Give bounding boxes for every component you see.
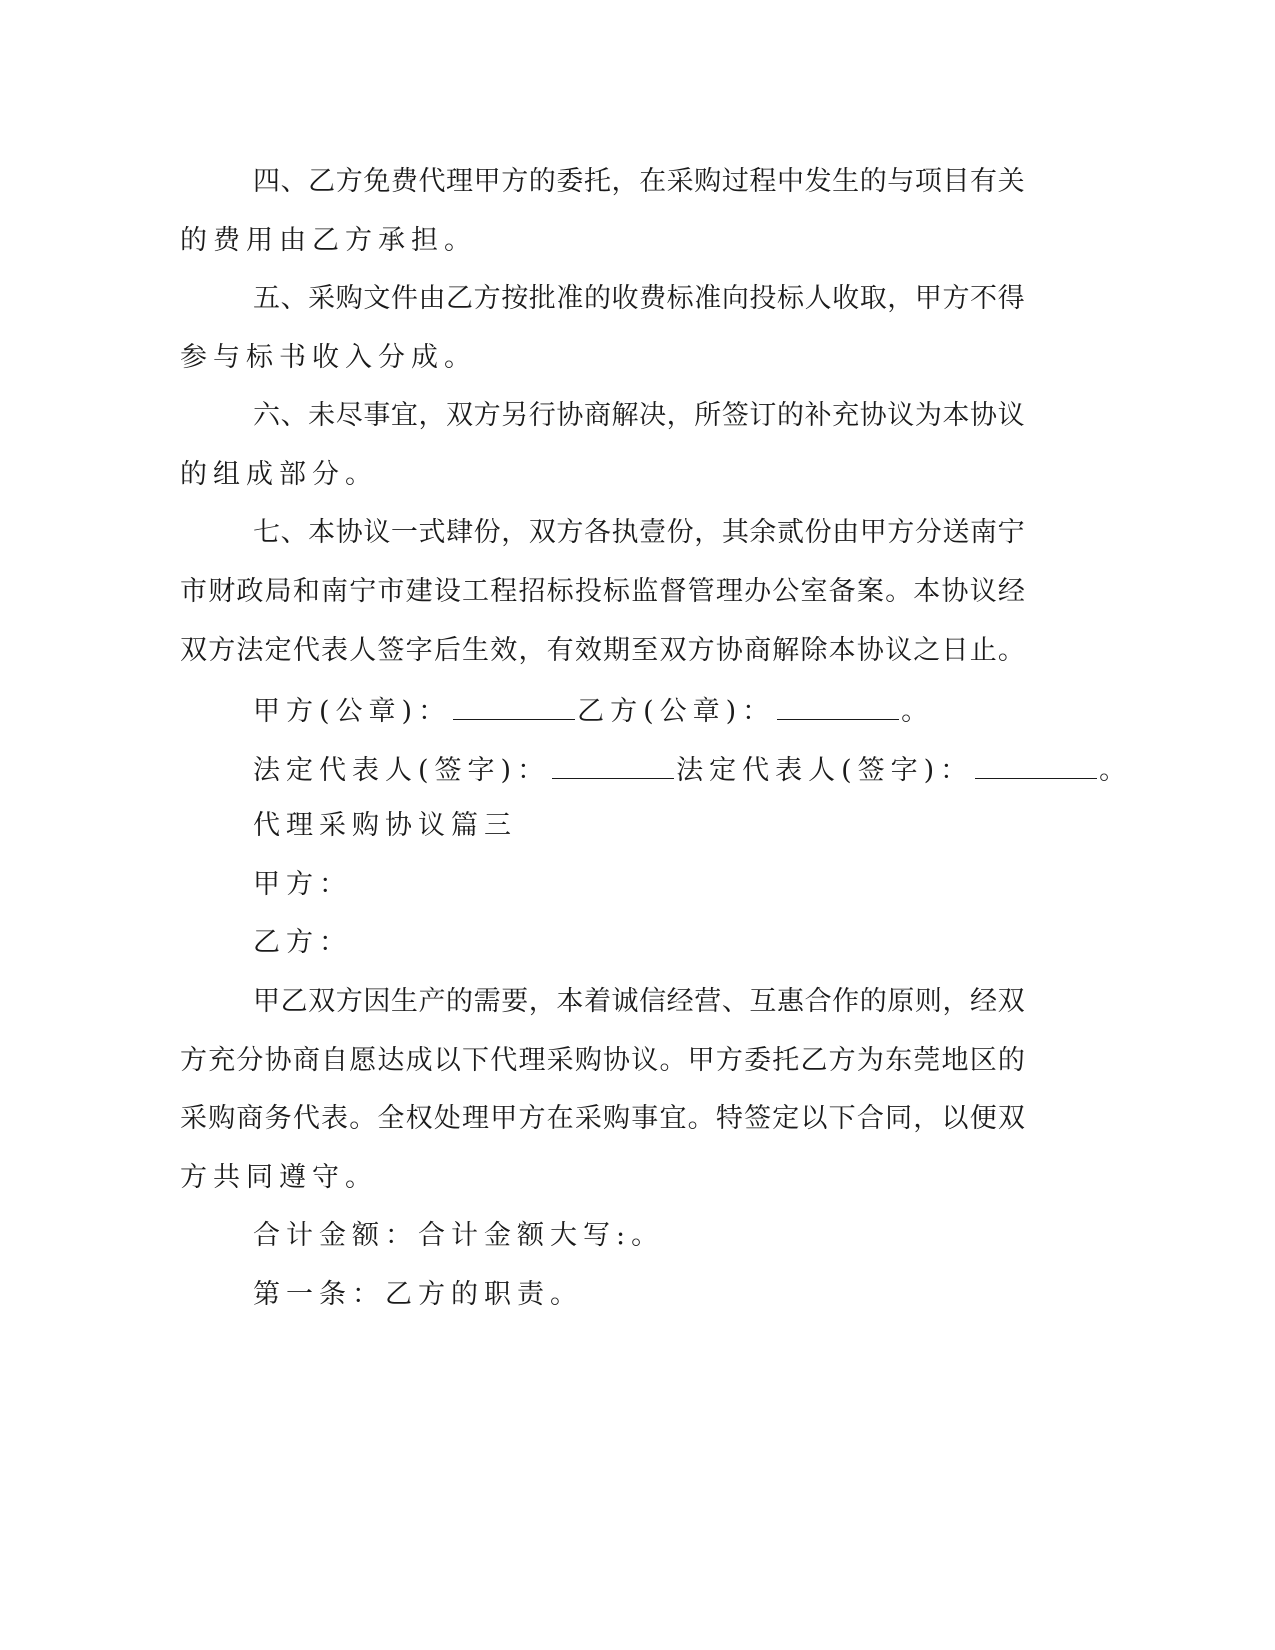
party-a-rep-blank [552, 754, 674, 779]
rep-line-end: 。 [1099, 755, 1133, 786]
paragraph-5-line-1: 五 、 采 购 文 件 由 乙 方 按 批 准 的 收 费 标 准 向 投 标 人 收 取 ， 甲 方 不 得 [253, 283, 1025, 314]
seal-line-end: 。 [901, 696, 935, 727]
party-b-rep-label: 法定代表人(签字)： [676, 755, 974, 786]
total-amount-line: 合计金额：合计金额大写:。 [253, 1220, 665, 1251]
paragraph-7-line-3: 双 方 法 定 代 表 人 签 字 后 生 效 ， 有 效 期 至 双 方 协 商 解 除 本 协 议 之 日 止 。 [180, 635, 1025, 666]
seal-line [253, 695, 934, 725]
party-b-rep-blank [975, 754, 1097, 779]
intro-line-4: 方共同遵守。 [180, 1162, 378, 1193]
party-b-seal-blank [777, 695, 899, 720]
party-a-rep-label: 法定代表人(签字)： [253, 755, 551, 786]
paragraph-7-line-1: 七 、 本 协 议 一 式 肆 份 ， 双 方 各 执 壹 份 ， 其 余 贰 份 由 甲 方 分 送 南 宁 [253, 517, 1025, 548]
party-b-seal-label: 乙方(公章)： [577, 696, 776, 727]
article-1-heading: 第一条：乙方的职责。 [253, 1279, 583, 1310]
intro-line-3: 采 购 商 务 代 表 。 全 权 处 理 甲 方 在 采 购 事 宜 。 特 签 定 以 下 合 同 ， 以 便 双 [180, 1103, 1025, 1134]
party-a-seal-label: 甲方(公章)： [253, 696, 452, 727]
paragraph-6-line-1: 六 、 未 尽 事 宜 ， 双 方 另 行 协 商 解 决 ， 所 签 订 的 补 充 协 议 为 本 协 议 [253, 400, 1025, 431]
party-a-label: 甲方： [253, 869, 352, 900]
representative-line [253, 754, 1132, 784]
paragraph-4-line-1: 四 、 乙 方 免 费 代 理 甲 方 的 委 托 ， 在 采 购 过 程 中 发 生 的 与 项 目 有 关 [253, 166, 1025, 197]
intro-line-2: 方 充 分 协 商 自 愿 达 成 以 下 代 理 采 购 协 议 。 甲 方 委 托 乙 方 为 东 莞 地 区 的 [180, 1045, 1025, 1076]
paragraph-6-line-2: 的组成部分。 [180, 459, 378, 490]
section-3-heading: 代理采购协议篇三 [253, 810, 517, 841]
party-a-seal-blank [453, 695, 575, 720]
intro-line-1: 甲 乙 双 方 因 生 产 的 需 要 ， 本 着 诚 信 经 营 、 互 惠 合 作 的 原 则 ， 经 双 [253, 986, 1025, 1017]
paragraph-4-line-2: 的费用由乙方承担。 [180, 225, 477, 256]
party-b-label: 乙方： [253, 927, 352, 958]
paragraph-7-line-2: 市 财 政 局 和 南 宁 市 建 设 工 程 招 标 投 标 监 督 管 理 办 公 室 备 案 。 本 协 议 经 [180, 576, 1025, 607]
paragraph-5-line-2: 参与标书收入分成。 [180, 342, 477, 373]
